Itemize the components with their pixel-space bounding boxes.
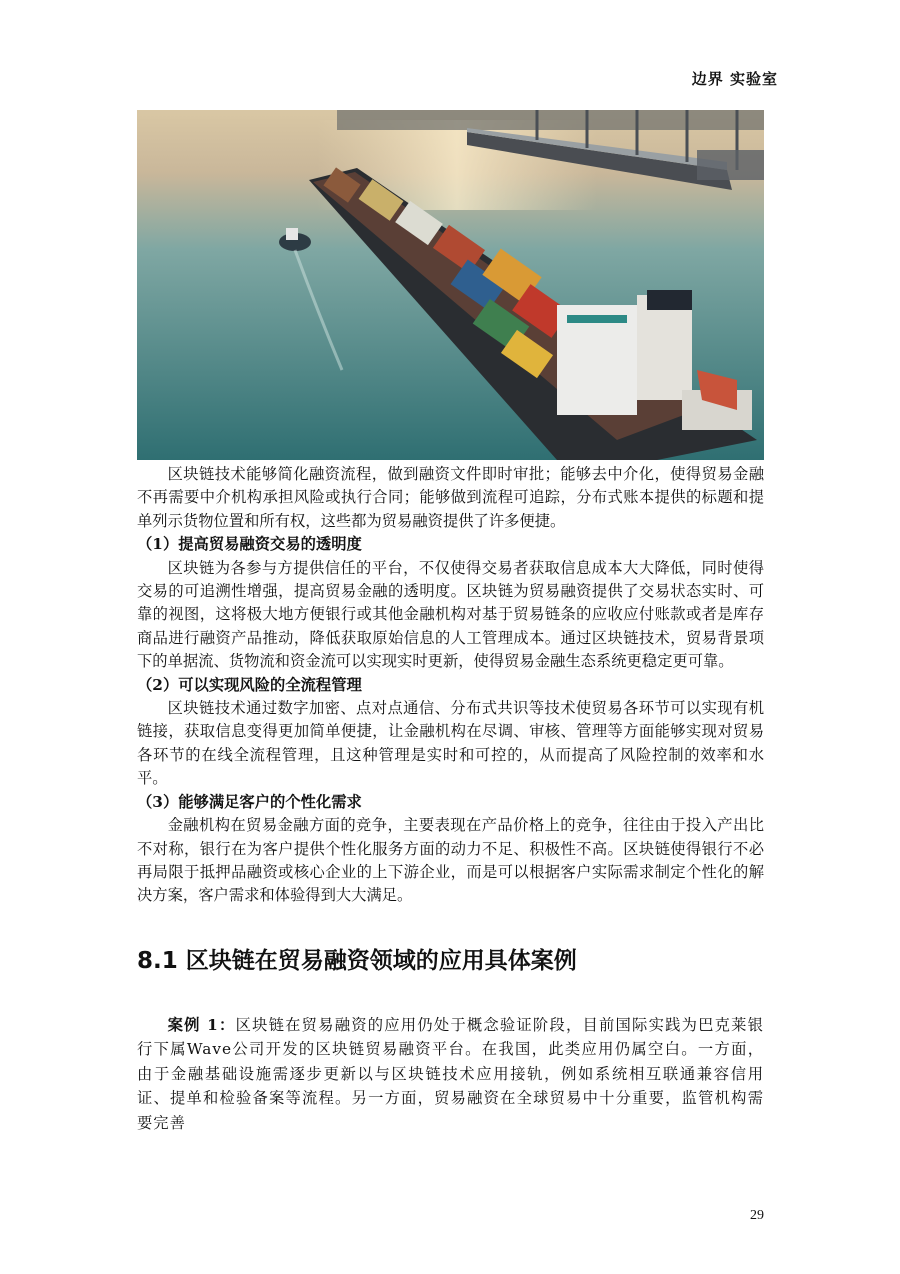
cargo-ship-photo — [137, 110, 764, 460]
subsection-heading-risk: （2）可以实现风险的全流程管理 — [137, 675, 362, 694]
subsection-heading-personalization: （3）能够满足客户的个性化需求 — [137, 792, 362, 811]
case-label: 案例 1： — [167, 1015, 236, 1034]
article-body — [137, 463, 764, 1135]
section-title: 8.1 区块链在贸易融资领域的应用具体案例 — [137, 947, 577, 974]
case-paragraph — [137, 1013, 764, 1136]
subsection-body-risk: 区块链技术通过数字加密、点对点通信、分布式共识等技术使贸易各环节可以实现有机链接，获取信息变得更加简单便捷，让金融机构在尽调、审核、管理等方面能够实现对贸易各环节的在线全流程管理，且这种管理是实时和可控的，从而提高了风险控制的效率和水平。 — [137, 699, 764, 788]
subsection-heading-transparency: （1）提高贸易融资交易的透明度 — [137, 535, 362, 554]
subsection-body-personalization: 金融机构在贸易金融方面的竞争，主要表现在产品价格上的竞争，往往由于投入产出比不对称，银行在为客户提供个性化服务方面的动力不足、积极性不高。区块链使得银行不必再局限于抵押品融资或核心企业的上下游企业，而是可以根据客户实际需求制定个性化的解决方案，客户需求和体验得到大大满足。 — [137, 816, 764, 905]
subsection-body-transparency: 区块链为各参与方提供信任的平台，不仅使得交易者获取信息成本大大降低，同时使得交易的可追溯性增强，提高贸易金融的透明度。区块链为贸易融资提供了交易状态实时、可靠的视图，这将极大地方便银行或其他金融机构对基于贸易链条的应收应付账款或者是库存商品进行融资产品推动，降低获取原始信息的人工管理成本。通过区块链技术，贸易背景项下的单据流、货物流和资金流可以实现实时更新，使得贸易金融生态系统更稳定更可靠。 — [137, 558, 764, 671]
brand-logo: 边界 实验室 — [691, 70, 778, 88]
case-text: 区块链在贸易融资的应用仍处于概念验证阶段，目前国际实践为巴克莱银行下属Wave公司开发的区块链贸易融资平台。在我国，此类应用仍属空白。一方面，由于金融基础设施需逐步更新以与区块链技术应用接轨，例如系统相互联通兼容信用证、提单和检验备案等流程。另一方面，贸易融资在全球贸易中十分重要，监管机构需要完善 — [137, 1015, 764, 1132]
page-number: 29 — [750, 1208, 764, 1223]
intro-paragraph: 区块链技术能够简化融资流程，做到融资文件即时审批；能够去中介化，使得贸易金融不再需要中介机构承担风险或执行合同；能够做到流程可追踪，分布式账本提供的标题和提单列示货物位置和所有权，这些都为贸易融资提供了许多便捷。 — [137, 465, 764, 530]
